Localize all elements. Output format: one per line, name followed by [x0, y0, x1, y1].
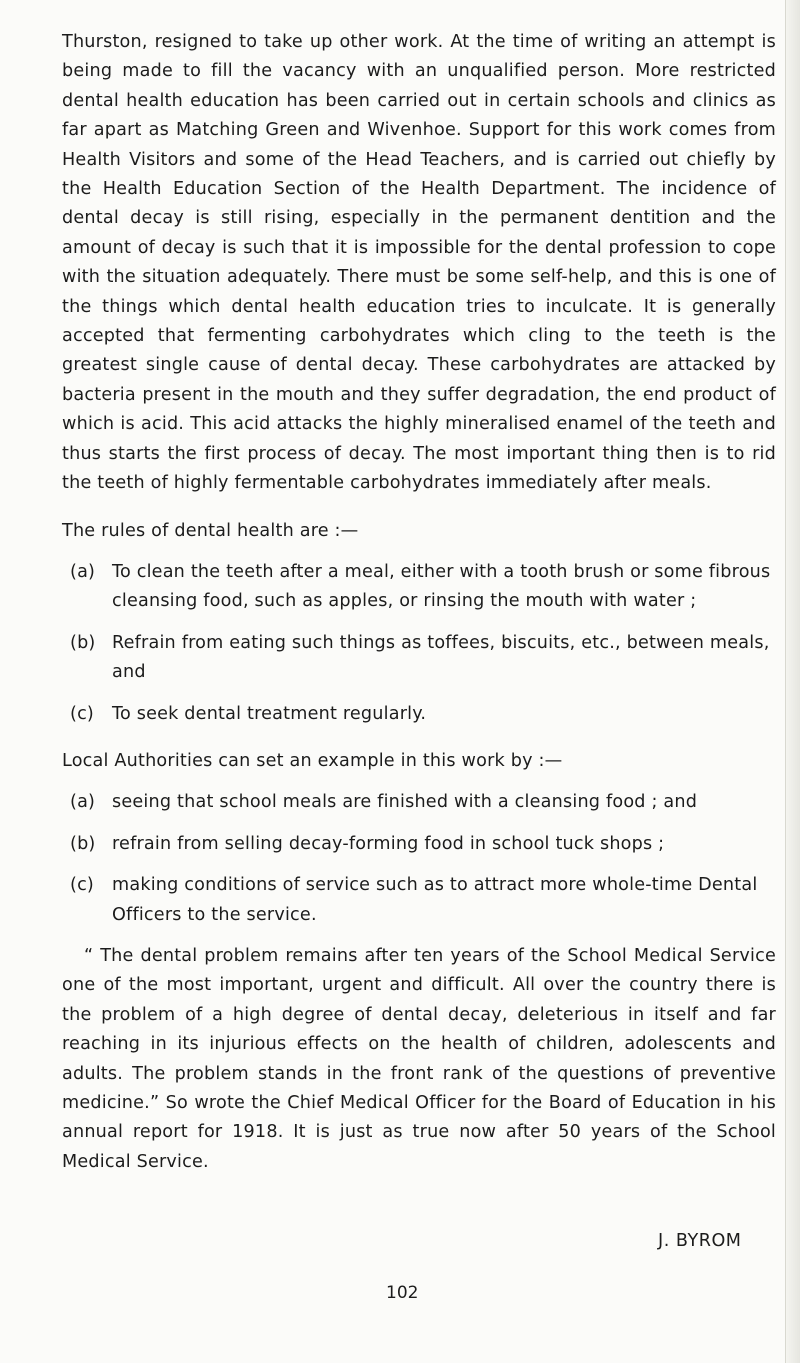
list-marker: (c) [70, 703, 95, 724]
list-item [62, 788, 776, 817]
body-text [62, 28, 776, 1177]
list-item [62, 830, 776, 859]
list-item-text: To clean the teeth after a meal, either with a tooth brush or some fibrous cleansing food, such as apples, or rinsing the mouth with water ; [112, 561, 771, 612]
list-item [62, 871, 776, 930]
opening-paragraph: Thurston, resigned to take up other work. At the time of writing an attempt is being made to fill the vacancy with an unqualified person. More restricted dental health education has been carried out in certain schools and clinics as far apart as Matching Green and Wivenhoe. Support for this work comes from Health Visitors and some of the Head Teachers, and is carried out chiefly by the Health Education Section of the Health Department. The incidence of dental decay is still rising, especially in the permanent dentition and the amount of decay is such that it is impossible for the dental profession to cope with the situation adequately. There must be some self-help, and this is one of the things which dental health education tries to inculcate. It is generally accepted that fermenting carbohydrates which cling to the teeth is the greatest single cause of dental decay. These carbohydrates are attacked by bacteria present in the mouth and they suffer degradation, the end product of which is acid. This acid attacks the highly mineralised enamel of the teeth and thus starts the first process of decay. The most important thing then is to rid the teeth of highly fermentable carbohydrates immediately after meals. [62, 32, 776, 494]
list-item [62, 629, 776, 688]
list-marker: (a) [70, 792, 96, 813]
list-marker: (b) [70, 833, 96, 854]
list-item [62, 558, 776, 617]
authorities-list [62, 788, 776, 930]
list-item-text: making conditions of service such as to attract more whole-time Dental Officers to the service. [112, 875, 758, 925]
rules-intro: The rules of dental health are :— [62, 520, 359, 541]
authorities-intro: Local Authorities can set an example in this work by :— [62, 750, 563, 771]
page-edge-shadow [785, 0, 800, 1363]
author-signature: J. BYROM [658, 1231, 742, 1251]
list-item [62, 700, 776, 729]
list-item-text: refrain from selling decay-forming food in school tuck shops ; [112, 833, 665, 854]
page-number: 102 [386, 1283, 419, 1303]
list-item-text: To seek dental treatment regularly. [112, 703, 427, 724]
list-item-text: Refrain from eating such things as toffees, biscuits, etc., between meals, and [112, 632, 770, 683]
rules-list [62, 558, 776, 729]
list-item-text: seeing that school meals are finished with a cleansing food ; and [112, 792, 698, 813]
list-marker: (c) [70, 875, 95, 896]
list-marker: (a) [70, 561, 96, 582]
list-marker: (b) [70, 632, 96, 653]
quote-paragraph: “ The dental problem remains after ten years of the School Medical Service one of the most important, urgent and difficult. All over the country there is the problem of a high degree of dental decay, deleterious in itself and far reaching in its injurious effects on the health of children, adolescents and adults. The problem stands in the front rank of the questions of preventive medicine.” So wrote the Chief Medical Officer for the Board of Education in his annual report for 1918. It is just as true now after 50 years of the School Medical Service. [62, 945, 776, 1172]
